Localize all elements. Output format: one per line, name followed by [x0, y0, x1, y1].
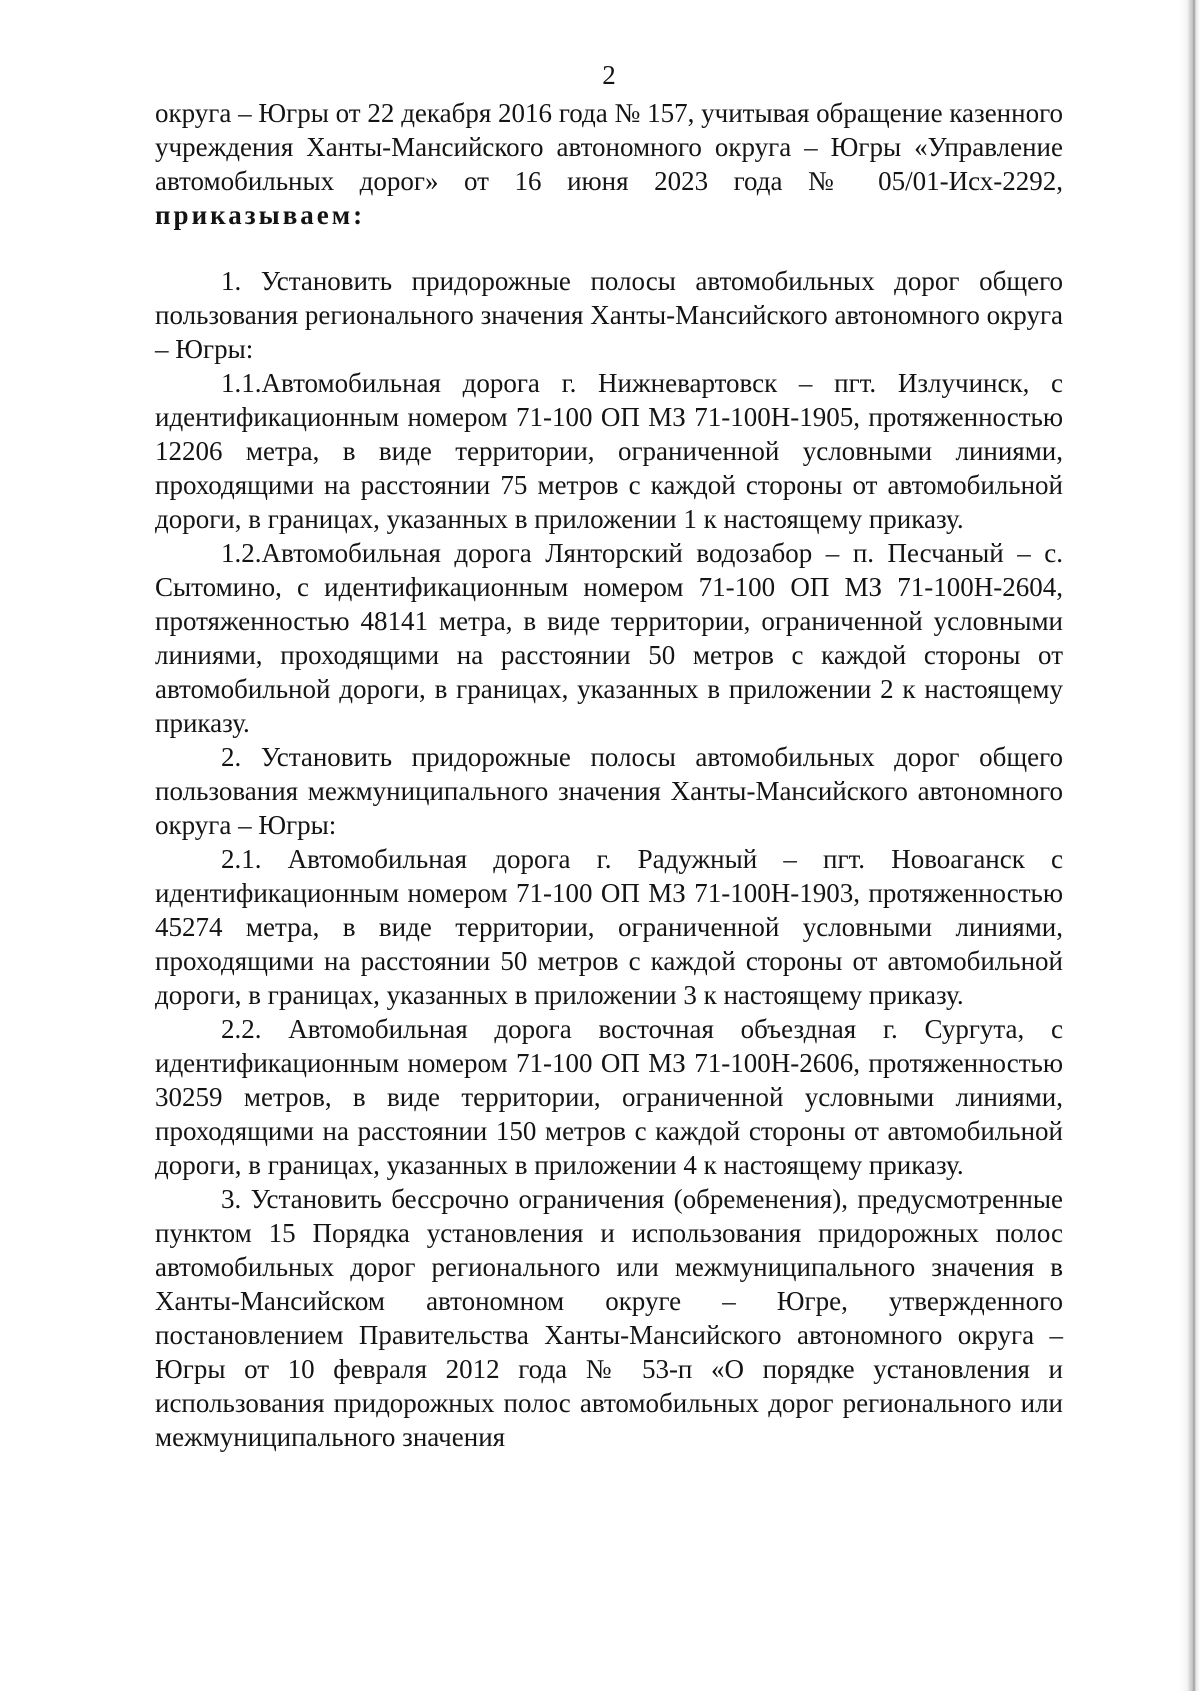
- paragraph-item-2-2: 2.2. Автомобильная дорога восточная объездная г. Сургута, с идентификационным номером 71-100 ОП МЗ 71-100Н-2606, протяженностью 30259 метров, в виде территории, ограниченной условными линиями, проходящими на расстоянии 150 метров с каждой стороны от автомобильной дороги, в границах, указанных в приложении 4 к настоящему приказу.: [155, 1014, 1063, 1180]
- intro-paragraph: [155, 96, 1063, 232]
- paragraph-item-2-1: 2.1. Автомобильная дорога г. Радужный – пгт. Новоаганск с идентификационным номером 71-100 ОП МЗ 71-100Н-1903, протяженностью 45274 метра, в виде территории, ограниченной условными линиями, проходящими на расстоянии 50 метров с каждой стороны от автомобильной дороги, в границах, указанных в приложении 3 к настоящему приказу.: [155, 844, 1063, 1010]
- paragraph-item-2: 2. Установить придорожные полосы автомобильных дорог общего пользования межмуниципального значения Ханты-Мансийского автономного округа – Югры:: [155, 742, 1063, 840]
- order-word: приказываем:: [155, 200, 366, 230]
- intro-text: округа – Югры от 22 декабря 2016 года № 157, учитывая обращение казенного учреждения Ханты-Мансийского автономного округа – Югры «Управление автомобильных дорог» от 16 июня 2023 года № 05/01-Исх-2292,: [155, 98, 1063, 196]
- paragraph-item-1-2: 1.2.Автомобильная дорога Лянторский водозабор – п. Песчаный – с. Сытомино, с идентификационным номером 71-100 ОП МЗ 71-100Н-2604, протяженностью 48141 метра, в виде территории, ограниченной условными линиями, проходящими на расстоянии 50 метров с каждой стороны от автомобильной дороги, в границах, указанных в приложении 2 к настоящему приказу.: [155, 538, 1063, 738]
- page-number: 2: [602, 60, 616, 90]
- document-body: [155, 96, 1063, 1454]
- paragraph-item-1-1: 1.1.Автомобильная дорога г. Нижневартовск – пгт. Излучинск, с идентификационным номером 71-100 ОП МЗ 71-100Н-1905, протяженностью 12206 метра, в виде территории, ограниченной условными линиями, проходящими на расстоянии 75 метров с каждой стороны от автомобильной дороги, в границах, указанных в приложении 1 к настоящему приказу.: [155, 368, 1063, 534]
- scan-page-edge: [1179, 0, 1200, 1691]
- paragraph-item-3: 3. Установить бессрочно ограничения (обременения), предусмотренные пунктом 15 Порядка установления и использования придорожных полос автомобильных дорог регионального или межмуниципального значения в Ханты-Мансийском автономном округе – Югре, утвержденного постановлением Правительства Ханты-Мансийского автономного округа – Югры от 10 февраля 2012 года № 53-п «О порядке установления и использования придорожных полос автомобильных дорог регионального или межмуниципального значения: [155, 1184, 1063, 1452]
- paragraph-item-1: 1. Установить придорожные полосы автомобильных дорог общего пользования регионального значения Ханты-Мансийского автономного округа – Югры:: [155, 266, 1063, 364]
